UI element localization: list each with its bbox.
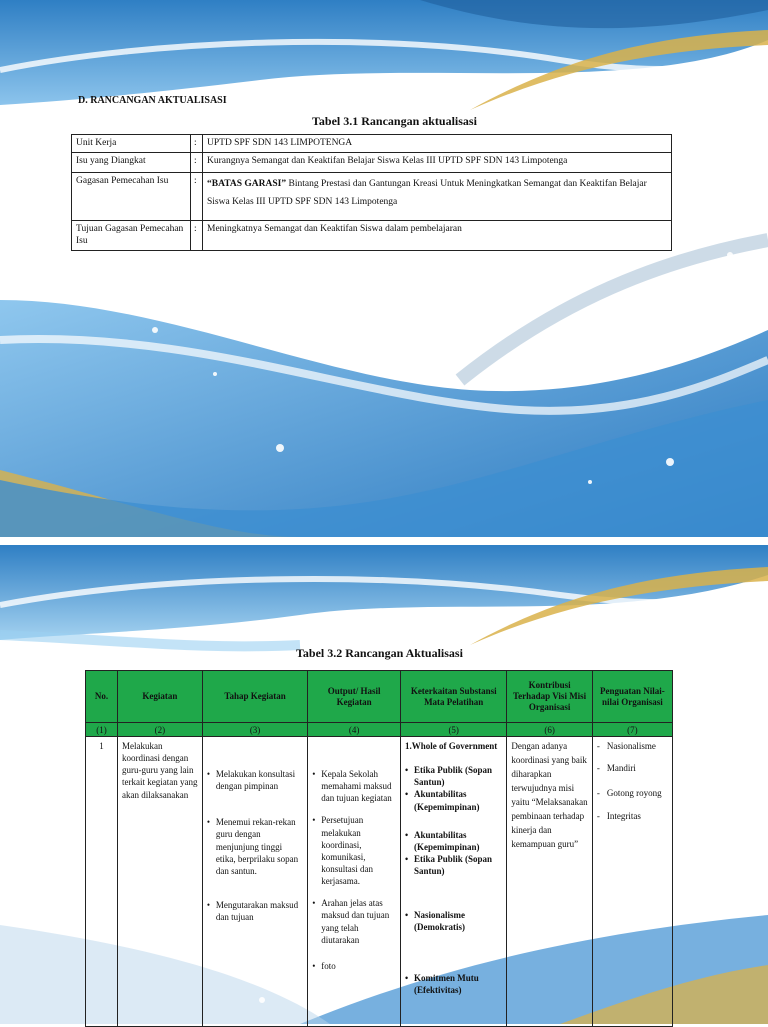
- tahap-item: • Melakukan konsultasi dengan pimpinan: [207, 768, 303, 792]
- cell-kegiatan: Melakukan koordinasi dengan guru-guru yang lain terkait kegiatan yang akan dilaksanakan: [117, 737, 202, 1027]
- output-item: • foto: [312, 960, 396, 972]
- cell-substansi: [401, 737, 507, 1027]
- row-colon: :: [191, 221, 203, 251]
- rancangan-table: [71, 134, 672, 251]
- substansi-item: • Etika Publik (Sopan Santun): [405, 853, 502, 877]
- header-output: Output/ Hasil Kegiatan: [308, 671, 401, 723]
- row-value: UPTD SPF SDN 143 LIMPOTENGA: [203, 135, 672, 153]
- cell-penguatan: [592, 737, 672, 1027]
- row-colon: :: [191, 135, 203, 153]
- section-heading: D. RANCANGAN AKTUALISASI: [78, 95, 227, 106]
- col-number: (1): [86, 723, 118, 737]
- substansi-item: • Akuntabilitas (Kepemimpinan): [405, 829, 502, 853]
- table-caption: Tabel 3.2 Rancangan Aktualisasi: [296, 646, 463, 660]
- cell-output: [308, 737, 401, 1027]
- col-number: (7): [592, 723, 672, 737]
- number-row: [86, 723, 673, 737]
- cell-tahap: [202, 737, 307, 1027]
- page-gap: [0, 537, 768, 545]
- substansi-title: 1.Whole of Government: [405, 741, 498, 751]
- tahap-item: • Mengutarakan maksud dan tujuan: [207, 899, 303, 923]
- output-item: • Arahan jelas atas maksud dan tujuan yang telah diutarakan: [312, 897, 396, 946]
- row-label: Unit Kerja: [72, 135, 191, 153]
- substansi-item: • Etika Publik (Sopan Santun): [405, 764, 502, 788]
- table-row: [72, 221, 672, 251]
- cell-no: 1: [86, 737, 118, 1027]
- row-value: Kurangnya Semangat dan Keaktifan Belajar Siswa Kelas III UPTD SPF SDN 143 Limpotenga: [203, 153, 672, 173]
- col-number: (3): [202, 723, 307, 737]
- header-substansi: Keterkaitan Substansi Mata Pelatihan: [401, 671, 507, 723]
- row-label: Gagasan Pemecahan Isu: [72, 173, 191, 221]
- col-number: (6): [507, 723, 592, 737]
- table-caption: Tabel 3.1 Rancangan aktualisasi: [312, 114, 477, 128]
- table-row: [72, 135, 672, 153]
- penguatan-item: - Nasionalisme: [597, 740, 668, 752]
- table-row: [72, 173, 672, 221]
- gagasan-text: Bintang Prestasi dan Gantungan Kreasi Untuk Meningkatkan Semangat dan Keaktifan Belajar Siswa Kelas III UPTD SPF SDN 143 Limpotenga: [207, 179, 647, 208]
- header-kegiatan: Kegiatan: [117, 671, 202, 723]
- tahap-item: • Menemui rekan-rekan guru dengan menjunjung tinggi etika, berprilaku sopan dan santun.: [207, 816, 303, 877]
- col-number: (5): [401, 723, 507, 737]
- col-number: (4): [308, 723, 401, 737]
- header-no: No.: [86, 671, 118, 723]
- output-item: • Kepala Sekolah memahami maksud dan tujuan kegiatan: [312, 768, 396, 804]
- table-row: [86, 737, 673, 1027]
- row-colon: :: [191, 153, 203, 173]
- penguatan-item: - Gotong royong: [597, 784, 668, 804]
- row-label: Isu yang Diangkat: [72, 153, 191, 173]
- header-tahap: Tahap Kegiatan: [202, 671, 307, 723]
- header-penguatan: Penguatan Nilai-nilai Organisasi: [592, 671, 672, 723]
- col-number: (2): [117, 723, 202, 737]
- table-row: [72, 153, 672, 173]
- gagasan-title: “BATAS GARASI”: [207, 179, 287, 189]
- row-value: Meningkatnya Semangat dan Keaktifan Siswa dalam pembelajaran: [203, 221, 672, 251]
- substansi-item: • Nasionalisme (Demokratis): [405, 909, 502, 933]
- substansi-item: • Komitmen Mutu (Efektivitas): [405, 972, 502, 996]
- aktualisasi-table: [85, 670, 673, 1027]
- cell-kontribusi: Dengan adanya koordinasi yang baik diharapkan terwujudnya misi yaitu “Melaksanakan pembinaan terhadap kinerja dan kemampuan guru”: [507, 737, 592, 1027]
- header-row: [86, 671, 673, 723]
- substansi-item: • Akuntabilitas (Kepemimpinan): [405, 788, 502, 812]
- penguatan-item: - Integritas: [597, 810, 668, 822]
- row-value: [203, 173, 672, 221]
- output-item: • Persetujuan melakukan koordinasi, komunikasi, konsultasi dan kerjasama.: [312, 814, 396, 887]
- row-label: Tujuan Gagasan Pemecahan Isu: [72, 221, 191, 251]
- row-colon: :: [191, 173, 203, 221]
- penguatan-item: - Mandiri: [597, 762, 668, 774]
- header-kontribusi: Kontribusi Terhadap Visi Misi Organisasi: [507, 671, 592, 723]
